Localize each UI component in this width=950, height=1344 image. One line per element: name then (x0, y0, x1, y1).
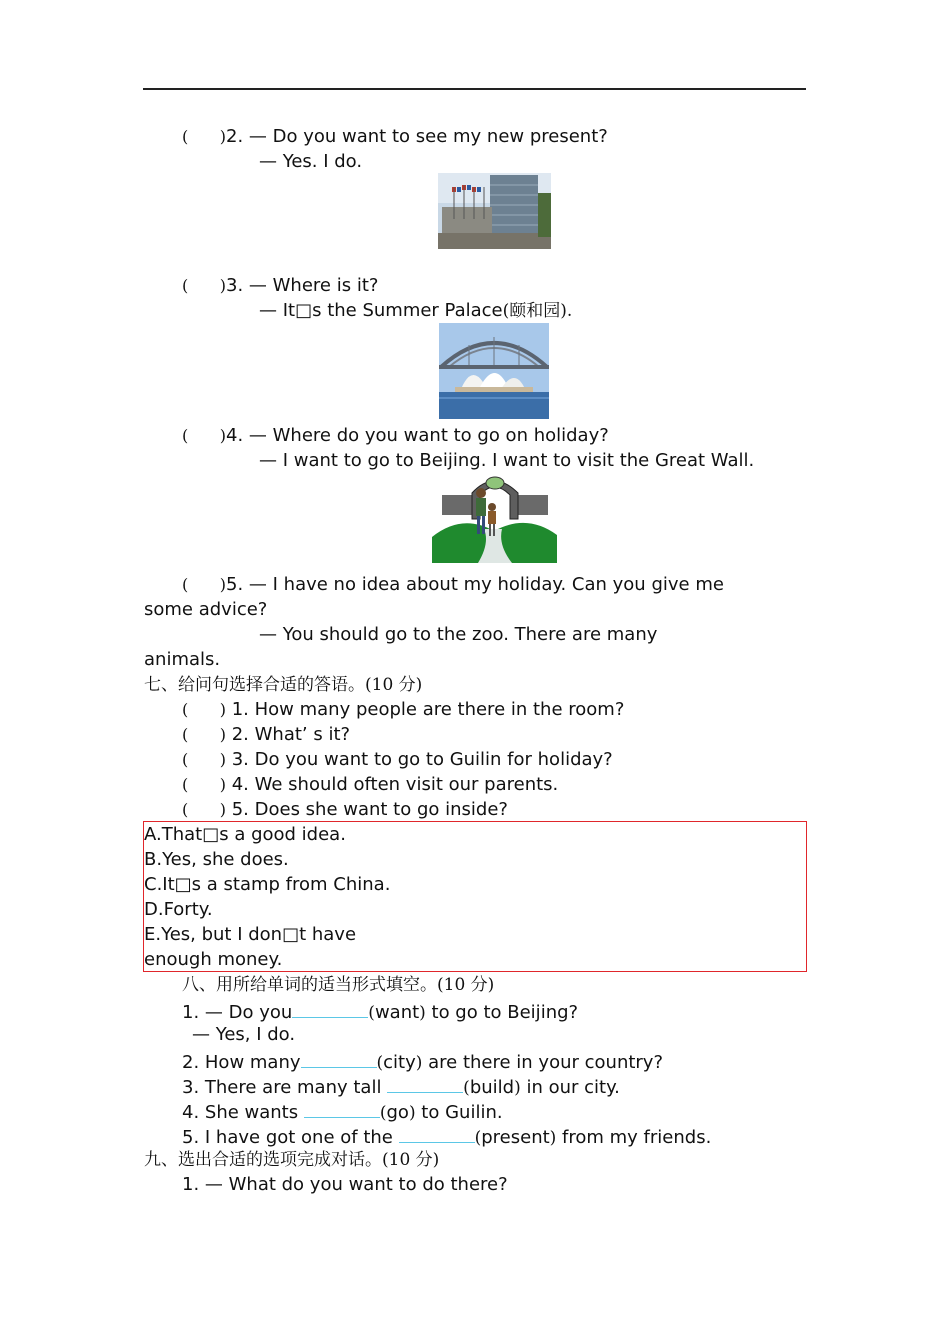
answer-blank[interactable] (387, 1072, 463, 1093)
option-e-cont: enough money. (144, 949, 283, 970)
question-row (182, 124, 608, 149)
fill-blank-row: 3. There are many tall (build) in our city. (182, 1072, 620, 1101)
answer-blank[interactable] (399, 1122, 475, 1143)
question-row (182, 697, 624, 722)
question-text: 1. — What do you want to do there? (182, 1174, 508, 1195)
question-text: 3. Do you want to go to Guilin for holiday? (226, 749, 613, 770)
question-text: — Where do you want to go on holiday? (243, 425, 609, 446)
answer-text: — You should go to the zoo. There are many (259, 624, 658, 645)
question-text: 5. Does she want to go inside? (226, 799, 508, 820)
answer-bracket[interactable]: ( ) (182, 725, 226, 744)
answer-bracket[interactable]: ( ) (182, 575, 226, 594)
answer-text: — It□s the Summer Palace(颐和园). (259, 300, 573, 321)
header-rule (143, 88, 806, 90)
answer-bracket[interactable]: ( ) (182, 127, 226, 146)
answer-bracket[interactable]: ( ) (182, 800, 226, 819)
answer-bracket[interactable]: ( ) (182, 700, 226, 719)
sydney-opera-house-photo (439, 323, 549, 419)
question-text: — Where is it? (243, 275, 379, 296)
section-heading: 七、给问句选择合适的答语。(10 分) (144, 675, 423, 695)
answer-bracket[interactable]: ( ) (182, 276, 226, 295)
question-row (182, 423, 609, 448)
fill-blank-row: 4. She wants (go) to Guilin. (182, 1097, 503, 1126)
question-text: 2. What’ s it? (226, 724, 351, 745)
question-text: 4. We should often visit our parents. (226, 774, 559, 795)
answer-bracket[interactable]: ( ) (182, 775, 226, 794)
question-number: 5. (226, 574, 244, 595)
answer-bracket[interactable]: ( ) (182, 426, 226, 445)
answer-blank[interactable] (301, 1047, 377, 1068)
option-e: E.Yes, but I don□t have (144, 924, 357, 945)
answer-text: — Yes. I do. (259, 151, 363, 172)
fill-blank-row: 2. How many (city) are there in your country? (182, 1047, 663, 1076)
option-b: B.Yes, she does. (144, 849, 289, 870)
question-row (182, 273, 378, 298)
question-row (182, 797, 508, 822)
answer-blank[interactable] (292, 997, 368, 1018)
section-heading: 八、用所给单词的适当形式填空。(10 分) (182, 975, 495, 995)
option-c: C.It□s a stamp from China. (144, 874, 391, 895)
fill-blank-row: 5. I have got one of the (present) from my friends. (182, 1122, 711, 1151)
question-text: — Do you want to see my new present? (243, 126, 608, 147)
question-number: 3. (226, 275, 244, 296)
question-row (182, 722, 350, 747)
option-d: D.Forty. (144, 899, 213, 920)
question-text-cont: some advice? (144, 599, 268, 620)
question-number: 2. (226, 126, 244, 147)
zoo-gate-illustration (432, 473, 557, 563)
question-row (182, 572, 724, 597)
question-text: 1. How many people are there in the room? (226, 699, 625, 720)
question-row (182, 747, 613, 772)
answer-text: — Yes, I do. (192, 1024, 296, 1045)
question-row (182, 772, 558, 797)
fill-blank-row: 1. — Do you (want) to go to Beijing? (182, 997, 578, 1026)
un-building-photo (438, 173, 551, 249)
answer-text-cont: animals. (144, 649, 221, 670)
answer-blank[interactable] (304, 1097, 380, 1118)
answer-bracket[interactable]: ( ) (182, 750, 226, 769)
question-text: — I have no idea about my holiday. Can you give me (243, 574, 724, 595)
answer-text: — I want to go to Beijing. I want to visit the Great Wall. (259, 450, 755, 471)
section-heading: 九、选出合适的选项完成对话。(10 分) (144, 1150, 440, 1170)
question-number: 4. (226, 425, 244, 446)
option-a: A.That□s a good idea. (144, 824, 346, 845)
